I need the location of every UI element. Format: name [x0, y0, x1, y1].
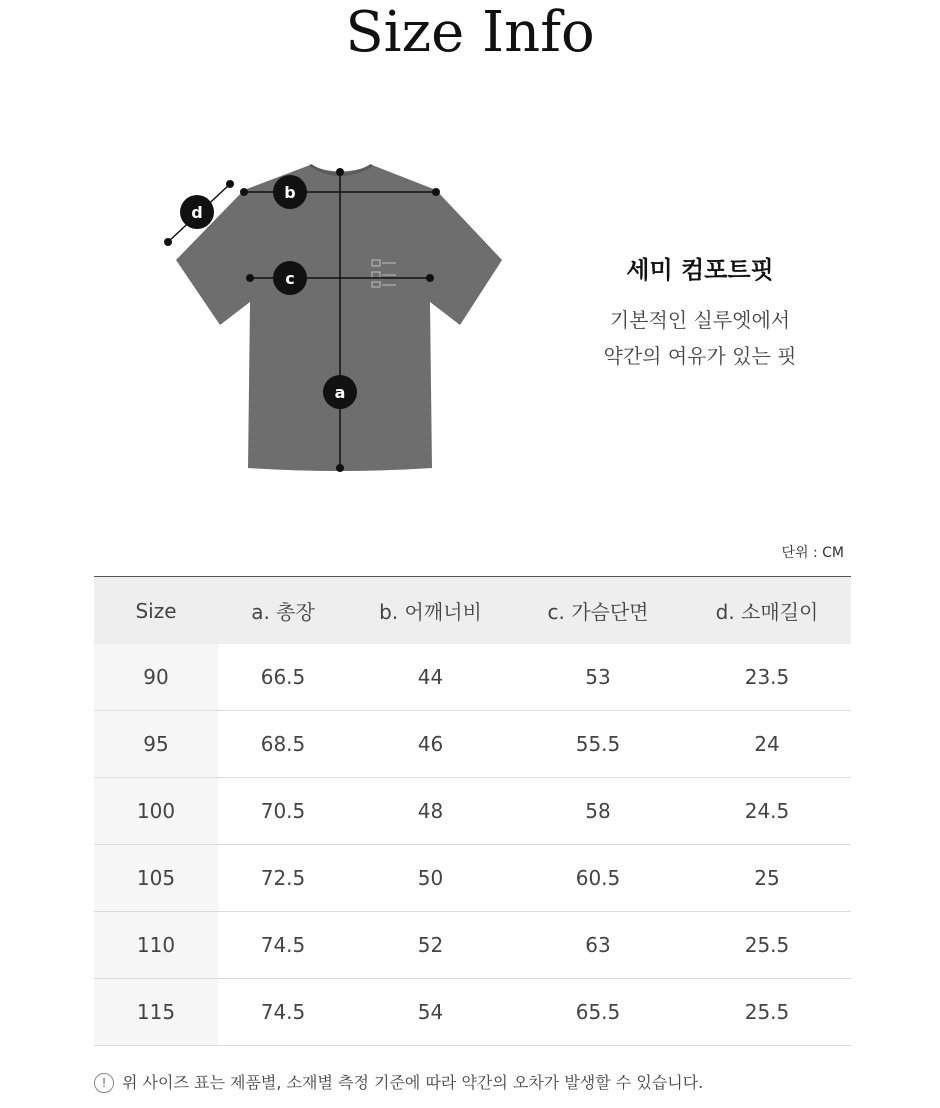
table-cell: 25.5 [683, 979, 851, 1046]
table-cell: 70.5 [218, 778, 348, 845]
size-cell: 95 [94, 711, 218, 778]
size-cell: 110 [94, 912, 218, 979]
table-cell: 55.5 [513, 711, 683, 778]
table-cell: 25.5 [683, 912, 851, 979]
header-size: Size [94, 577, 218, 645]
size-cell: 105 [94, 845, 218, 912]
fit-name: 세미 컴포트핏 [626, 256, 774, 284]
header-chest: c. 가슴단면 [513, 577, 683, 645]
table-cell: 65.5 [513, 979, 683, 1046]
marker-d [180, 195, 214, 229]
size-cell: 115 [94, 979, 218, 1046]
size-cell: 100 [94, 778, 218, 845]
svg-text:d: d [191, 203, 203, 222]
table-cell: 60.5 [513, 845, 683, 912]
fit-description [540, 250, 860, 374]
size-cell: 90 [94, 644, 218, 711]
table-row [94, 979, 851, 1046]
table-cell: 50 [348, 845, 513, 912]
table-cell: 72.5 [218, 845, 348, 912]
table-cell: 24 [683, 711, 851, 778]
svg-text:c: c [285, 269, 295, 288]
marker-b [273, 175, 307, 209]
marker-c [273, 261, 307, 295]
tshirt-illustration [160, 150, 520, 490]
header-shoulder: b. 어깨너비 [348, 577, 513, 645]
table-row [94, 711, 851, 778]
table-cell: 63 [513, 912, 683, 979]
table-cell: 58 [513, 778, 683, 845]
svg-text:b: b [284, 183, 296, 202]
fit-desc [540, 302, 860, 374]
table-cell: 23.5 [683, 644, 851, 711]
page-title: Size Info [345, 0, 595, 65]
table-row [94, 644, 851, 711]
tshirt-shape [176, 165, 502, 471]
table-cell: 74.5 [218, 979, 348, 1046]
table-cell: 54 [348, 979, 513, 1046]
table-header-row [94, 577, 851, 645]
unit-label: 단위 : CM [781, 545, 844, 561]
table-cell: 48 [348, 778, 513, 845]
header-length: a. 총장 [218, 577, 348, 645]
table-cell: 66.5 [218, 644, 348, 711]
table-row [94, 912, 851, 979]
table-cell: 24.5 [683, 778, 851, 845]
table-row [94, 845, 851, 912]
header-sleeve: d. 소매길이 [683, 577, 851, 645]
fit-desc-line-2: 약간의 여유가 있는 핏 [603, 344, 797, 368]
disclaimer-note [94, 1070, 703, 1096]
fit-desc-line-1: 기본적인 실루엣에서 [609, 308, 791, 332]
table-cell: 68.5 [218, 711, 348, 778]
info-icon: ! [94, 1073, 114, 1093]
svg-text:a: a [334, 383, 346, 402]
disclaimer-text: 위 사이즈 표는 제품별, 소재별 측정 기준에 따라 약간의 오차가 발생할 수 있습니다. [122, 1073, 704, 1092]
tshirt-diagram [160, 150, 520, 490]
table-cell: 46 [348, 711, 513, 778]
size-table [94, 576, 851, 1046]
table-row [94, 778, 851, 845]
table-cell: 52 [348, 912, 513, 979]
table-cell: 53 [513, 644, 683, 711]
table-cell: 25 [683, 845, 851, 912]
marker-a [323, 375, 357, 409]
table-cell: 44 [348, 644, 513, 711]
table-cell: 74.5 [218, 912, 348, 979]
